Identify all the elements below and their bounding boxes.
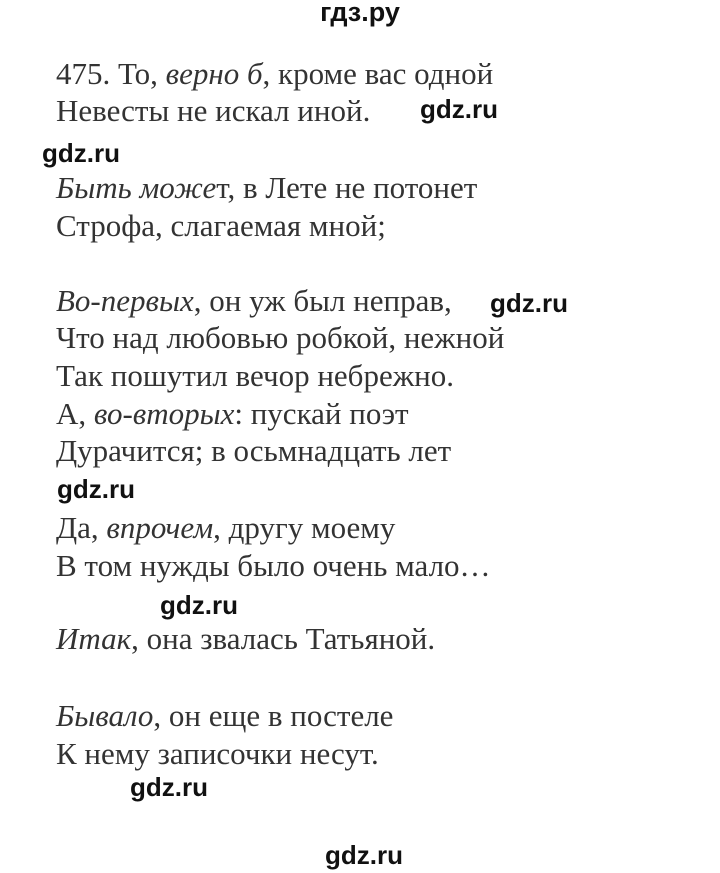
- italic-text: верно б: [165, 56, 263, 91]
- text: Строфа, слагаемая мной;: [56, 208, 386, 243]
- poem-line: [56, 510, 395, 544]
- watermark: gdz.ru: [420, 94, 498, 124]
- poem-line: [56, 320, 504, 354]
- text: , она звалась Татьяной.: [131, 621, 436, 656]
- text: Да,: [56, 510, 107, 545]
- text: Так пошутил вечор небрежно.: [56, 358, 454, 393]
- text: Дурачится; в осьмнадцать лет: [56, 433, 452, 468]
- poem-line: [56, 433, 451, 467]
- watermark: gdz.ru: [490, 288, 568, 318]
- page-footer: gdz.ru: [325, 840, 403, 870]
- poem-line: [56, 736, 379, 770]
- text: , кроме вас одной: [262, 56, 494, 91]
- watermark: gdz.ru: [130, 772, 208, 802]
- poem-line: [56, 170, 477, 204]
- italic-text: во-вторых: [93, 396, 235, 431]
- poem-line: [56, 93, 370, 127]
- page-header: гдз.ру: [320, 0, 400, 27]
- text: : пускай поэт: [234, 396, 409, 431]
- text: т, в Лете не потонет: [216, 170, 478, 205]
- watermark: gdz.ru: [42, 138, 120, 168]
- poem-line: [56, 396, 409, 430]
- text: А,: [56, 396, 94, 431]
- text: 475. То,: [56, 56, 166, 91]
- poem-line: [56, 548, 491, 582]
- poem-line: [56, 56, 493, 90]
- italic-text: Быть може: [56, 170, 217, 205]
- poem-line: [56, 358, 454, 392]
- text: Что над любовью робкой, нежной: [56, 320, 505, 355]
- italic-text: Итак: [56, 621, 132, 656]
- poem-line: [56, 621, 435, 655]
- italic-text: Бывало: [56, 698, 154, 733]
- text: Невесты не искал иной.: [56, 93, 371, 128]
- text: В том нужды было очень мало…: [56, 548, 491, 583]
- poem-line: [56, 698, 393, 732]
- italic-text: Во-первых: [56, 283, 194, 318]
- text: , он еще в постеле: [153, 698, 394, 733]
- text: , другу моему: [213, 510, 396, 545]
- poem-line: [56, 283, 452, 317]
- poem-line: [56, 208, 386, 242]
- text: , он уж был неправ,: [193, 283, 452, 318]
- italic-text: впрочем: [106, 510, 214, 545]
- watermark: gdz.ru: [160, 590, 238, 620]
- text: К нему записочки несут.: [56, 736, 379, 771]
- watermark: gdz.ru: [57, 474, 135, 504]
